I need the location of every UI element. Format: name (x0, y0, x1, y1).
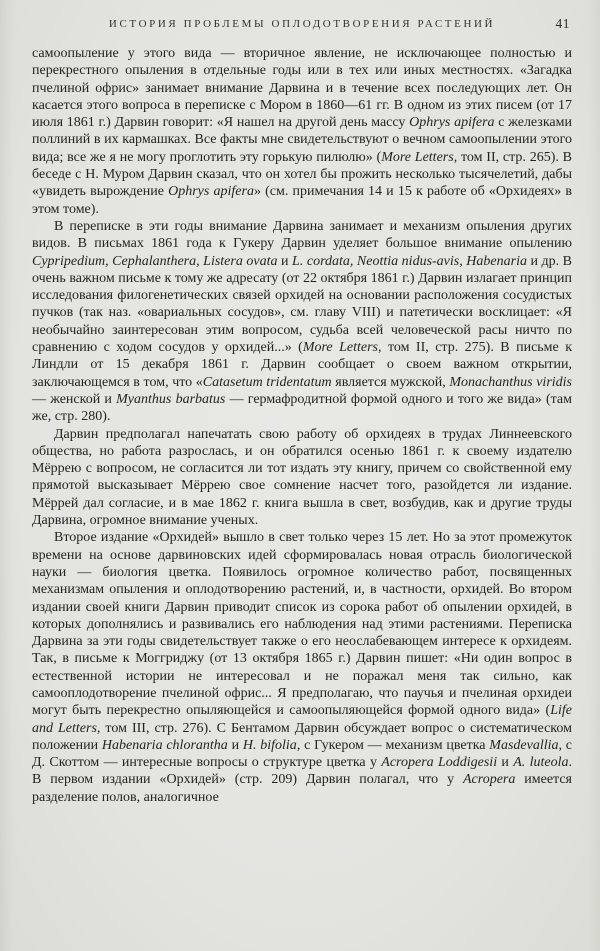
text-run: и (277, 253, 293, 269)
text-run: » (см. примечания 14 и 15 к работе об «Орхидеях» в этом томе). (32, 184, 572, 217)
latin-species-name: Acropera Loddigesii (381, 755, 498, 771)
latin-species-name: More Letters (381, 149, 454, 165)
latin-species-name: Catasetum tridentatum (202, 374, 332, 390)
running-header (32, 15, 572, 37)
paragraph (32, 218, 572, 426)
text-run: самоопыление у этого вида — вторичное явление, не исключающее полностью и перекрестного опыления в отдельные годы или в тех или иных местностях. «Загадка пчелиной офрис» занимает внимание Дарвина и в течение всех последующих лет. Он касается этого вопроса в переписке с Мором в 1860—61 гг. В одном из этих писем (от 17 июля 1861 г.) Дарвин говорит: «Я нашел на другой день массу (32, 46, 572, 131)
latin-species-name: Habenaria (466, 253, 527, 269)
text-run: — женской и (32, 391, 117, 407)
latin-species-name: A. luteola (513, 755, 569, 771)
latin-species-name: Myanthus barbatus (116, 391, 226, 407)
text-run: является мужской, (331, 374, 450, 390)
latin-species-name: Acropera (463, 772, 516, 788)
text-run: . В первом издании «Орхидей» (стр. 209) Дарвин полагал, что у (32, 755, 573, 788)
latin-species-name: Ophrys apifera (168, 184, 254, 200)
text-run: , том II, стр. 265). В беседе с Н. Муром Дарвин сказал, что он хотел бы прожить несколько тысячелетий, дабы «увидеть вырождение (32, 149, 572, 200)
latin-species-name: Habenaria chlorantha (101, 737, 228, 753)
latin-species-name: Life and Letters (32, 703, 572, 736)
page-body (32, 45, 572, 806)
text-run: и (227, 737, 243, 753)
text-run: , том II, стр. 275). В письме к Линдли от 15 декабря 1861 г. Дарвин сообщает о своем важном открытии, заключающемся в том, что « (32, 340, 572, 390)
text-run: имеется разделение полов, аналогичное (32, 772, 572, 805)
text-run: , с Гукером — механизм цветка (296, 737, 490, 753)
page-number: 41 (555, 16, 570, 31)
text-run: и (497, 755, 514, 771)
text-run: с железками поллиний в их кармашках. Все факты мне свидетельствуют о вечном самоопылении этого вида; все же я не могу проглотить эту горькую пилюлю» ( (32, 115, 572, 165)
latin-species-name: Masdevallia (489, 737, 559, 753)
latin-species-name: Cypripedium, Cephalanthera, Listera ovata (32, 253, 278, 269)
text-run: , с Д. Скоттом — интересные вопросы о структуре цветка у (32, 737, 572, 771)
latin-species-name: More Letters (302, 340, 378, 356)
latin-species-name: Monachanthus viridis (449, 374, 572, 390)
text-run: и др. В очень важном письме к тому же адресату (от 22 октября 1861 г.) Дарвин излагает принцип исследования филогенетических связей орхидей на основании расположения сосудистых пучков (так наз. «овариальных сосудов», см. главу VIII) и патетически восклицает: «Я необычайно заинтересован этим вопросом, судьба всей человеческой расы ничто по сравнению с ходом сосудов у орхидей...» ( (32, 253, 573, 356)
latin-species-name: L. cordata, Neottia nidus-avis, (292, 253, 463, 269)
text-run: В переписке в эти годы внимание Дарвина занимает и механизм опыления других видов. В письмах 1861 года к Гукеру Дарвин уделяет большое внимание опылению (32, 218, 572, 252)
latin-species-name: H. bifolia (242, 737, 297, 753)
text-run: — гермафродитной формой одного и того же вида» (там же, стр. 280). (32, 391, 573, 425)
paragraph (32, 45, 572, 218)
text-run: , том III, стр. 276). С Бентамом Дарвин обсуждает вопрос о систематическом положении (32, 720, 572, 753)
paragraph (32, 426, 572, 530)
text-run: Второе издание «Орхидей» вышло в свет только через 15 лет. Но за этот промежуток времени на основе дарвиновских идей сформировалась новая отрасль биологической науки — биология цветка. Появилось огромное количество работ, посвященных механизмам опыления и оплодотворению растений, и, в частности, орхидей. Во втором издании своей книги Дарвин приводит список из сорока работ об опылении орхидей, в которых дополнялись и развивались его наблюдения над этими растениями. Переписка Дарвина за эти годы свидетельствует также о его неослабевающем интересе к орхидеям. Так, в письме к Моггриджу (от 13 октября 1865 г.) Дарвин пишет: «Ни один вопрос в естественной истории не интересовал и не поражал меня так сильно, как самооплодотворение пчелиной офрис... Я предполагаю, что паучья и пчелиная орхидеи могут быть перекрестно опыляющейся и самоопыляющейся формой одного вида» ( (32, 530, 572, 719)
running-header-title: ИСТОРИЯ ПРОБЛЕМЫ ОПЛОДОТВОРЕНИЯ РАСТЕНИЙ (108, 18, 496, 30)
text-run: Дарвин предполагал напечатать свою работу об орхидеях в трудах Линнеевского общества, но работа разрослась, и он обратился осенью 1861 г. к своему издателю Мёррею с вопросом, не согласится ли тот издать эту книгу, причем со свойственной ему прямотой высказывает Мёррею свое сомнение насчет того, разойдется ли издание. Мёррей дал согласие, и в мае 1862 г. книга вышла в свет, возбудив, как и другие труды Дарвина, огромное внимание ученых. (32, 426, 572, 529)
latin-species-name: Ophrys apifera (409, 115, 495, 131)
paragraph (32, 529, 572, 806)
